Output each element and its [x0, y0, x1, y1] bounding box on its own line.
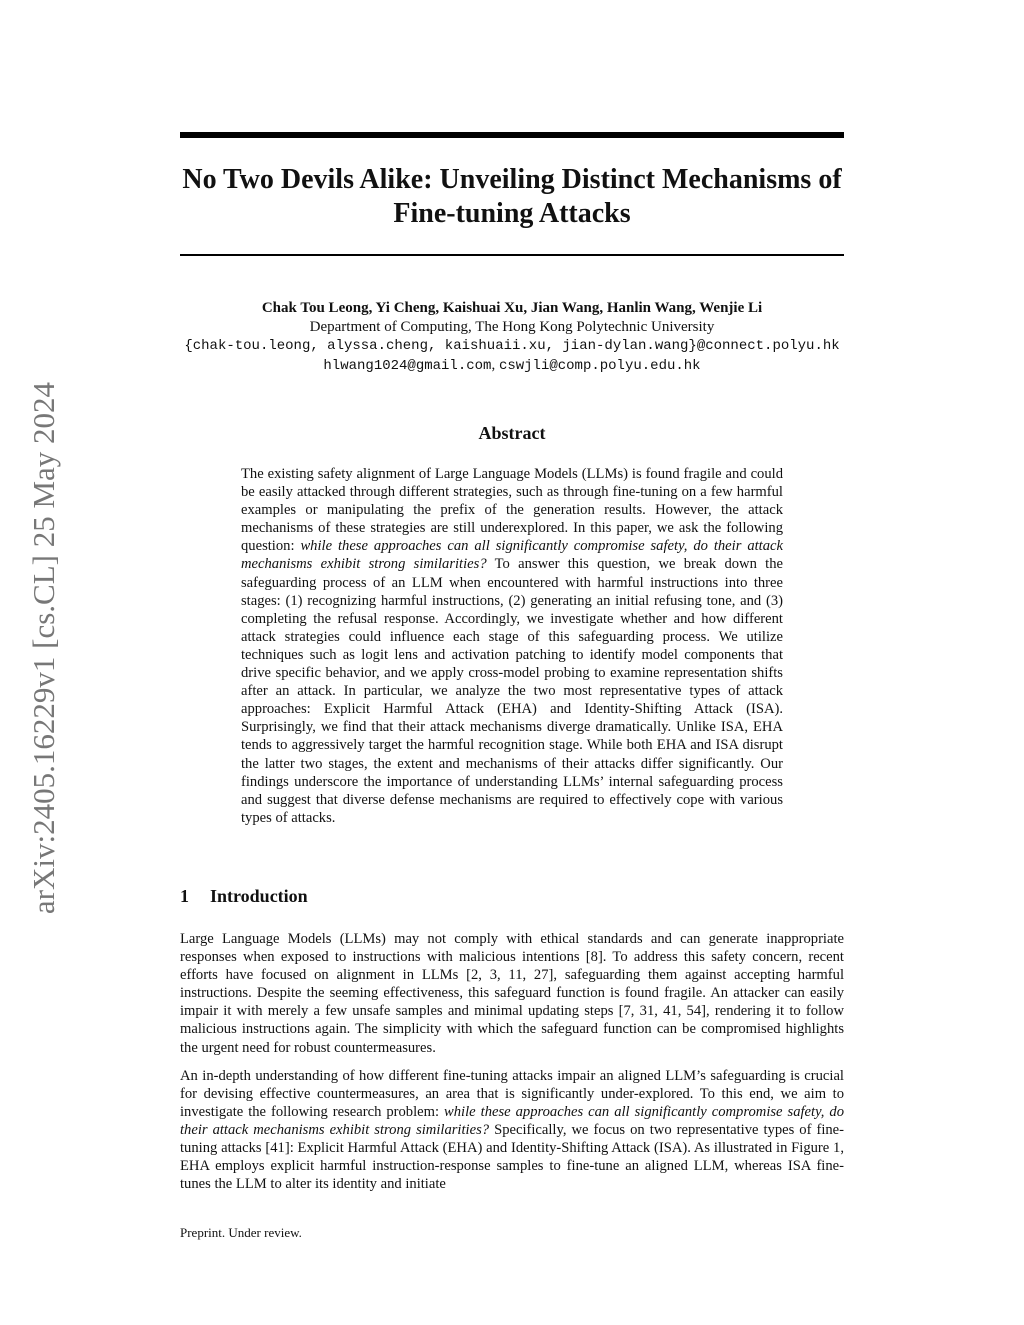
- intro-research-question: while these approaches can all significantly compromise safety, do their attack mechanisms exhibit strong similarities?: [180, 1103, 844, 1138]
- email-wenjie: cswjli@comp.polyu.edu.hk: [498, 358, 701, 374]
- section-title: Introduction: [210, 886, 308, 906]
- paper-title: No Two Devils Alike: Unveiling Distinct Mechanisms of Fine-tuning Attacks: [182, 164, 842, 229]
- intro-paragraph-2: [180, 1067, 844, 1194]
- intro-paragraph-1: Large Language Models (LLMs) may not comply with ethical standards and can generate inappropriate responses when exposed to instructions with malicious intentions [8]. To address this safety concern, recent efforts have focused on alignment in LLMs [2, 3, 11, 27], safeguarding them against accepting harmful instructions. Despite the seeming effectiveness, this safeguard function is found fragile. An attacker can easily impair it with merely a few unsafe samples and minimal updating steps [7, 31, 41, 54], rendering it to follow malicious instructions again. The simplicity with which the safeguard function can be compromised highlights the urgent need for robust countermeasures.: [180, 931, 844, 1056]
- email-hanlin: hlwang1024@gmail.com: [323, 358, 492, 374]
- abstract-text-part1: The existing safety alignment of Large Language Models (LLMs) is found fragile and could be easily attacked through different strategies, such as through fine-tuning on a few harmful examples or manipulating the prefix of the generation results. However, the attack mechanisms of these strategies are still underexplored. In this paper, we ask the following question:: [241, 466, 783, 555]
- footer-note: Preprint. Under review.: [180, 1225, 302, 1240]
- arxiv-identifier: arXiv:2405.16229v1 [cs.CL] 25 May 2024: [26, 381, 61, 915]
- abstract-research-question: while these approaches can all significantly compromise safety, do their attack mechanisms exhibit strong similarities?: [241, 538, 783, 573]
- abstract-heading: Abstract: [478, 423, 546, 443]
- abstract-body: [241, 465, 783, 827]
- email-list-secondary: [150, 356, 874, 376]
- intro-paragraph-2-text-a: An in-depth understanding of how different fine-tuning attacks impair an aligned LLM’s safeguarding is crucial for devising effective countermeasures, an area that is significantly under-explored. To this end, we aim to investigate the following research problem:: [180, 1067, 844, 1120]
- introduction-body: [180, 930, 844, 1203]
- author-list: Chak Tou Leong, Yi Cheng, Kaishuai Xu, Jian Wang, Hanlin Wang, Wenjie Li: [261, 300, 763, 316]
- title-top-rule: [180, 132, 844, 138]
- section-heading-introduction: [180, 884, 308, 908]
- affiliation: Department of Computing, The Hong Kong Polytechnic University: [309, 319, 715, 335]
- email-list-primary: {chak-tou.leong, alyssa.cheng, kaishuaii.xu, jian-dylan.wang}@connect.polyu.hk: [184, 338, 840, 354]
- email-separator: ,: [491, 357, 499, 373]
- title-bottom-rule: [180, 254, 844, 256]
- abstract-text-part2: To answer this question, we break down the safeguarding process of an LLM when encountered with harmful instructions into three stages: (1) recognizing harmful instructions, (2) generating an initial refusing tone, and (3) completing the refusal response. Accordingly, we investigate whether and how different attack strategies could influence each stage of this safeguarding process. We utilize techniques such as logit lens and activation patching to identify model components that drive specific behavior, and we apply cross-model probing to examine representation shifts after an attack. In particular, we analyze the two most representative types of attack approaches: Explicit Harmful Attack (EHA) and Identity-Shifting Attack (ISA). Surprisingly, we find that their attack mechanisms diverge dramatically. Unlike ISA, EHA tends to aggressively target the harmful recognition stage. While both EHA and ISA disrupt the latter two stages, the extent and mechanisms of their attacks differ significantly. Our findings underscore the importance of understanding LLMs’ internal safeguarding process and suggest that diverse defense mechanisms are required to effectively cope with various types of attacks.: [241, 556, 783, 826]
- intro-paragraph-2-text-b: Specifically, we focus on two representative types of fine-tuning attacks [41]: Explicit Harmful Attack (EHA) and Identity-Shifting Attack (ISA). As illustrated in Figure 1, EHA employs explicit harmful instruction-response samples to fine-tune an aligned LLM, whereas ISA fine-tunes the LLM to alter its identity and initiate: [180, 1121, 845, 1193]
- section-number: 1: [180, 886, 189, 906]
- author-block: [150, 299, 874, 376]
